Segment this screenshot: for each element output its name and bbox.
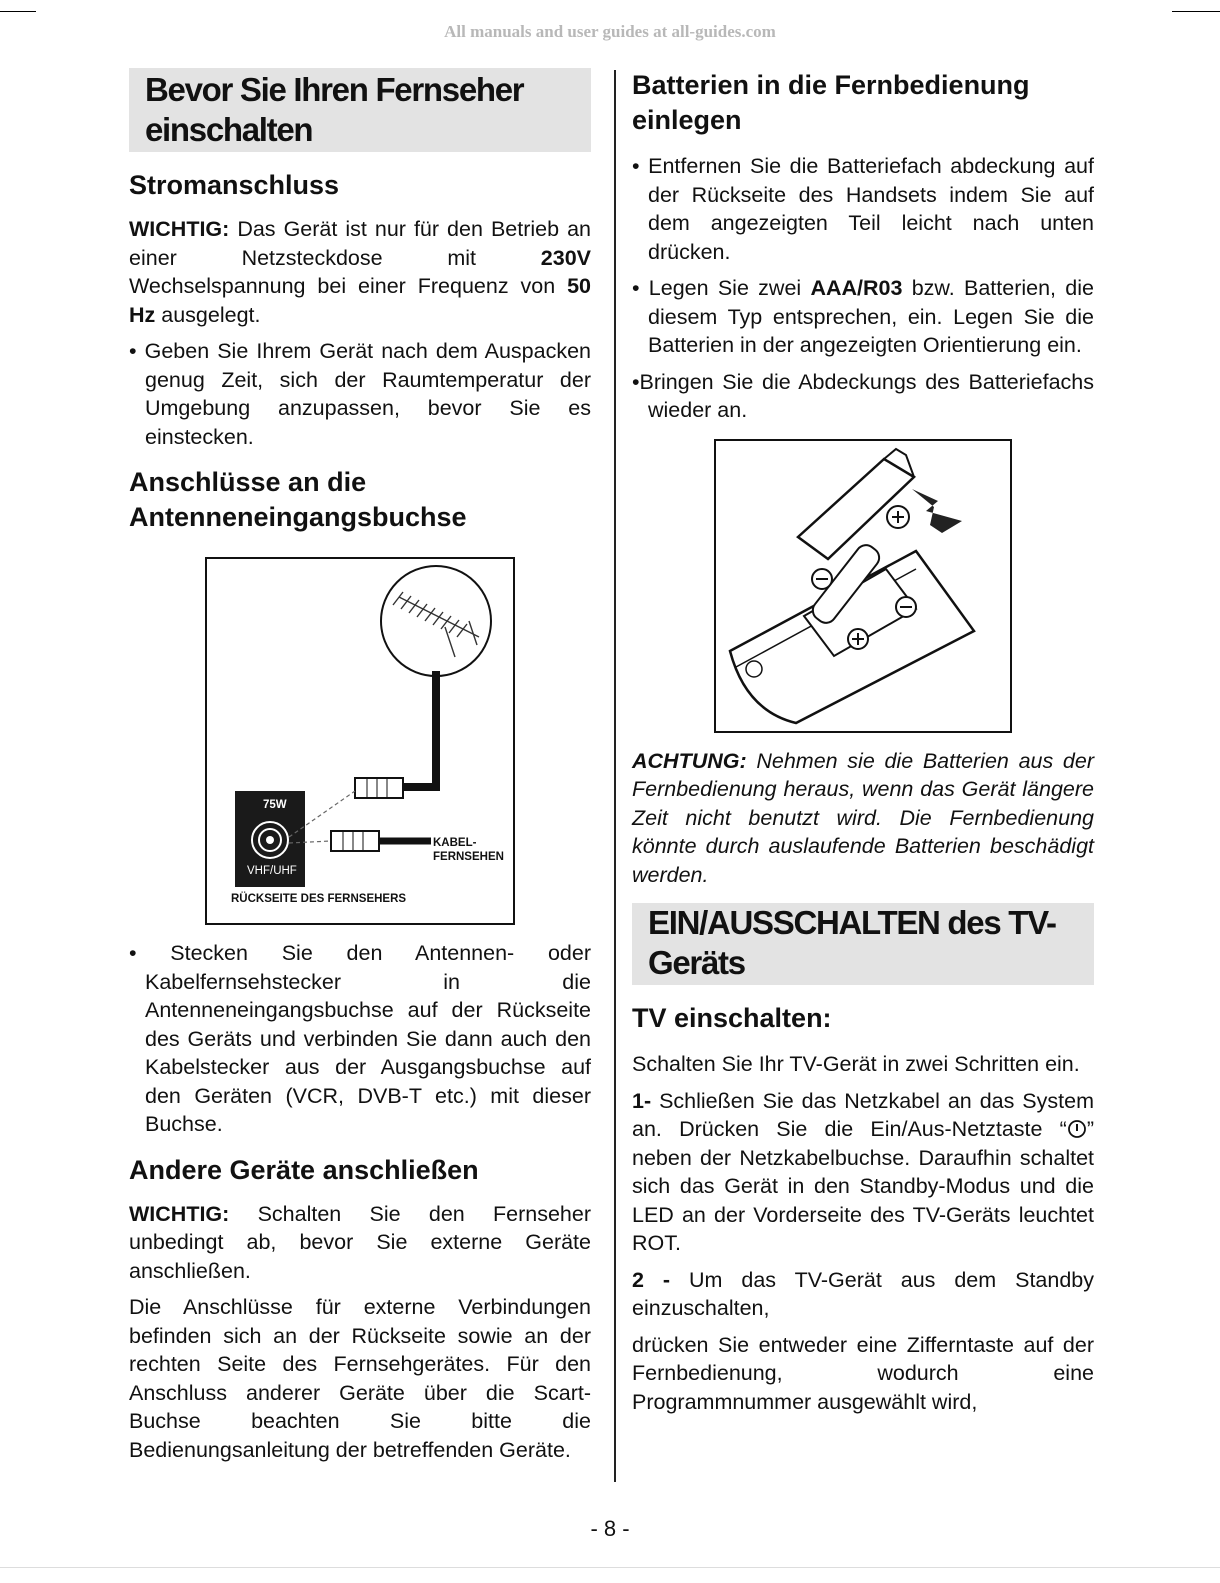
antenna-connection-figure: [205, 557, 515, 925]
frequency-value: 50 Hz: [129, 274, 591, 327]
power-paragraph: [129, 215, 591, 329]
page-number: - 8 -: [590, 1516, 630, 1541]
remote-battery-figure: [714, 439, 1012, 733]
column-divider: [614, 70, 616, 1482]
antenna-bullet: • Stecken Sie den Antennen- oder Kabelfernsehstecker in die Antenneneingangsbuchse auf der Rückseite des Geräts und verbinden Sie dann auch den Kabelstecker aus der Ausgangsbuchse auf den Geräten (VCR, DVB-T etc.) mit dieser Buchse.: [129, 941, 591, 1136]
text-span: Das Gerät ist nur für den Betrieb an einer Netzsteckdose mit: [129, 217, 591, 270]
battery-warning: [632, 747, 1094, 890]
step-number: 1-: [632, 1088, 652, 1113]
other-devices-warning: [129, 1200, 591, 1286]
text-span: Schalten Sie den Fernseher unbedingt ab, bevor Sie externe Geräte anschließen.: [129, 1201, 591, 1283]
heading-batteries: [632, 68, 1094, 138]
vhf-uhf-label: VHF/UHF: [247, 865, 297, 877]
text-span: Um das TV-Gerät aus dem Standby einzuschalten,: [632, 1267, 1095, 1320]
banner-line: Geräts: [648, 944, 745, 981]
left-column: [129, 68, 591, 1464]
banner-line: einschalten: [145, 111, 313, 148]
watermark: All manuals and user guides at all-guides.com: [444, 22, 776, 41]
section-banner-power-tv: [632, 903, 1094, 985]
heading-antenna: [129, 465, 591, 535]
heading-line: einlegen: [632, 105, 742, 135]
warning-label: ACHTUNG:: [632, 748, 747, 773]
heading-tv-on: TV einschalten:: [632, 1003, 832, 1033]
power-bullet: • Geben Sie Ihrem Gerät nach dem Auspacken genug Zeit, sich der Raumtemperatur der Umgebung anzupassen, bevor Sie es einstecken.: [129, 339, 591, 449]
battery-bullet-2: [632, 274, 1094, 360]
text-span: Wechselspannung bei einer Frequenz von: [129, 274, 568, 298]
tv-step-2-detail: drücken Sie entweder eine Zifferntaste auf der Fernbedienung, wodurch eine Programmnummer ausgewählt wird,: [632, 1332, 1094, 1414]
text-span: ausgelegt.: [155, 302, 261, 327]
step-number: 2 -: [632, 1267, 671, 1292]
power-button-icon: [1067, 1119, 1087, 1139]
section-banner-before-power-on: [129, 68, 591, 152]
heading-line: Antenneneingangsbuchse: [129, 502, 467, 532]
text-span: Nehmen sie die Batterien aus der Fernbedienung heraus, wenn das Gerät längere Zeit nicht benutzt wird. Die Fernbedienung könnte durch auslaufende Batterien beschädigt werden.: [632, 748, 1094, 887]
battery-bullet-1: • Entfernen Sie die Batteriefach abdeckung auf der Rückseite des Handsets indem Sie auf dem angezeigten Teil leicht nach unten drücken.: [632, 154, 1094, 264]
tv-step-2: [632, 1266, 1094, 1323]
cable-tv-label-2: FERNSEHEN: [433, 851, 504, 863]
impedance-label: 75W: [263, 799, 287, 811]
text-span: Schließen Sie das Netzkabel an das System an. Drücken Sie die Ein/Aus-Netztaste “: [632, 1088, 1094, 1141]
crop-mark-left: [0, 11, 36, 12]
heading-other-devices: Andere Geräte anschließen: [129, 1154, 479, 1185]
tv-intro: Schalten Sie Ihr TV-Gerät in zwei Schritten ein.: [632, 1052, 1080, 1076]
heading-power: Stromanschluss: [129, 170, 340, 200]
other-devices-paragraph: Die Anschlüsse für externe Verbindungen befinden sich an der Rückseite sowie an der rechten Seite des Fernsehgerätes. Für den Anschluss anderer Geräte über die Scart-Buchse beachten Sie bitte die Bedienungsanleitung der betreffenden Geräte.: [129, 1295, 591, 1462]
important-label: WICHTIG:: [129, 1201, 230, 1226]
banner-line: Bevor Sie Ihren Fernseher: [145, 71, 524, 108]
battery-bullet-3: •Bringen Sie die Abdeckungs des Batteriefachs wieder an.: [632, 369, 1094, 422]
important-label: WICHTIG:: [129, 217, 230, 241]
text-span: • Legen Sie zwei: [632, 276, 811, 300]
voltage-value: 230V: [540, 245, 591, 270]
text-span: ” neben der Netzkabelbuchse. Daraufhin schaltet sich das Gerät in den Standby-Modus und die LED an der Vorderseite des TV-Geräts leuchtet ROT.: [632, 1117, 1094, 1255]
heading-line: Batterien in die Fernbedienung: [632, 70, 1030, 100]
tv-step-1: [632, 1087, 1094, 1258]
banner-line: EIN/AUSSCHALTEN des TV-: [648, 904, 1056, 941]
text-span: bzw. Batterien, die diesem Typ entsprechen, ein. Legen Sie die Batterien in der angezeigten Orientierung ein.: [648, 276, 1094, 357]
heading-line: Anschlüsse an die: [129, 467, 367, 497]
bottom-rule: [0, 1567, 1220, 1568]
right-column: [632, 68, 1094, 1416]
crop-mark-right: [1172, 11, 1220, 12]
cable-tv-label-1: KABEL-: [433, 837, 477, 849]
remote-illustration: [716, 441, 1010, 731]
figure-caption: RÜCKSEITE DES FERNSEHERS: [231, 893, 407, 905]
battery-type: AAA/R03: [810, 276, 903, 300]
